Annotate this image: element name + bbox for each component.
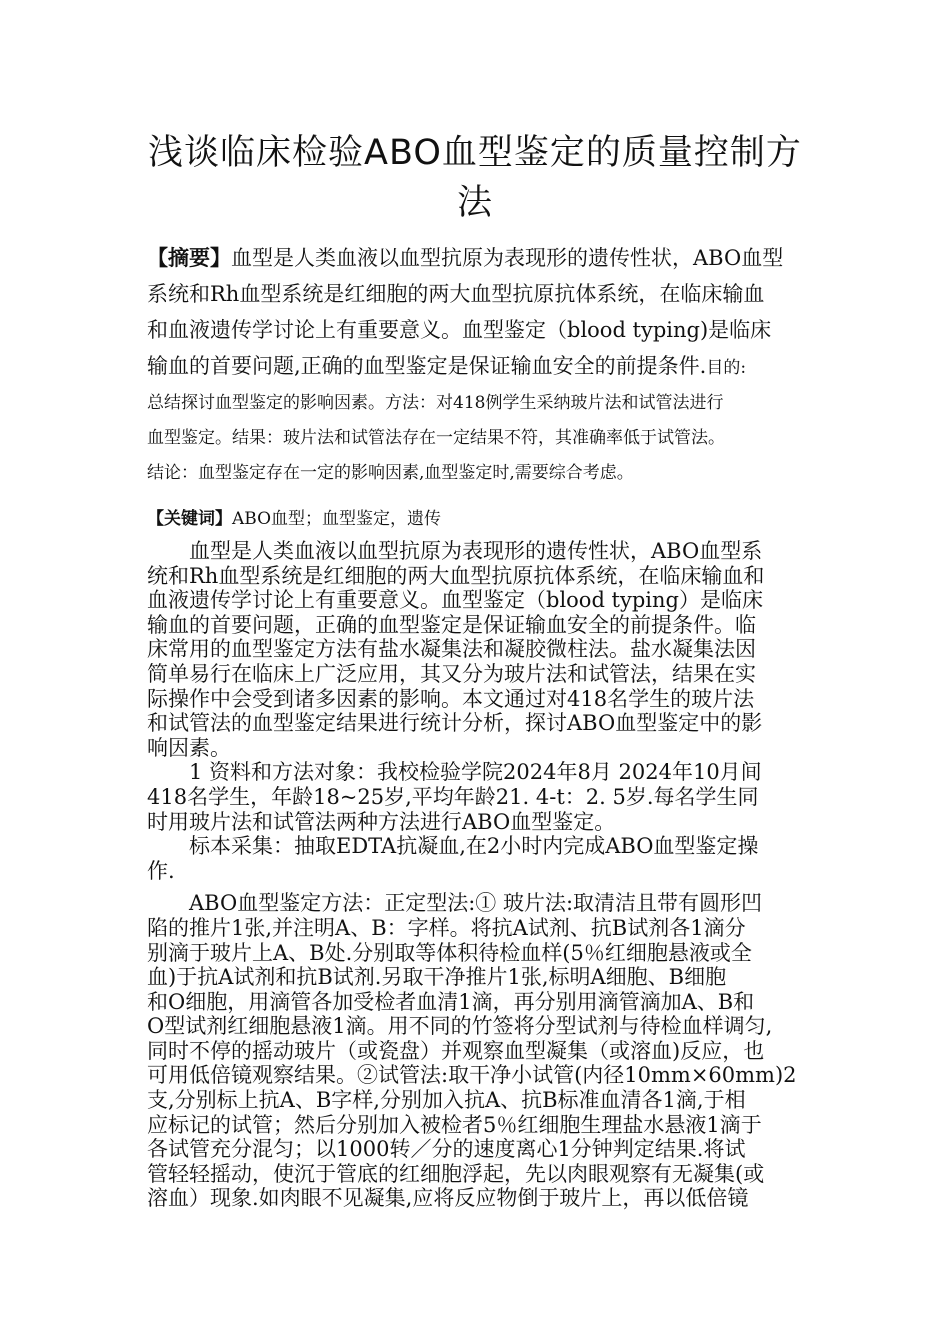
- text-line: ABO血型鉴定方法：正定型法:① 玻片法:取清洁且带有圆形凹: [147, 891, 763, 916]
- text-line: 和试管法的血型鉴定结果进行统计分析，探讨ABO血型鉴定中的影: [147, 711, 763, 736]
- text-line: 响因素。: [147, 735, 231, 760]
- paragraph: [147, 891, 817, 1211]
- text-line: 各试管充分混匀；以1000转／分的速度离心1分钟判定结果.将试: [147, 1137, 746, 1162]
- abstract-line: 和血液遗传学讨论上有重要意义。血型鉴定（blood typing)是临床: [147, 318, 772, 342]
- abstract-line: 总结探讨血型鉴定的影响因素。方法：对418例学生采纳玻片法和试管法进行: [147, 393, 724, 413]
- abstract-label: 【摘要】: [147, 246, 231, 270]
- abstract-line: 系统和Rh血型系统是红细胞的两大血型抗原抗体系统，在临床输血: [147, 282, 765, 306]
- body-text: [147, 539, 817, 1211]
- paragraph: [147, 539, 817, 760]
- text-line: 床常用的血型鉴定方法有盐水凝集法和凝胶微柱法。盐水凝集法因: [147, 637, 756, 662]
- text-line: 支,分别标上抗A、B字样,分别加入抗A、抗B标准血清各1滴,于相: [147, 1088, 746, 1113]
- text-line: 可用低倍镜观察结果。②试管法:取干净小试管(内径10mm×60mm)2: [147, 1063, 797, 1088]
- text-line: 际操作中会受到诸多因素的影响。本文通过对418名学生的玻片法: [147, 686, 755, 711]
- keywords-line: [147, 506, 441, 532]
- text-line: 简单易行在临床上广泛应用，其又分为玻片法和试管法，结果在实: [147, 661, 756, 686]
- text-line: 标本采集：抽取EDTA抗凝血,在2小时内完成ABO血型鉴定操: [147, 834, 759, 859]
- abstract-line: [147, 240, 817, 276]
- text-line: O型试剂红细胞悬液1滴。用不同的竹签将分型试剂与待检血样调匀,: [147, 1014, 773, 1039]
- abstract-line: [147, 348, 817, 386]
- text-line: 血)于抗A试剂和抗B试剂.另取干净推片1张,标明A细胞、B细胞: [147, 965, 727, 990]
- text-line: 应标记的试管；然后分别加入被检者5％红细胞生理盐水悬液1滴于: [147, 1112, 762, 1137]
- text-line: 输血的首要问题，正确的血型鉴定是保证输血安全的前提条件。临: [147, 612, 756, 637]
- text-line: 血型是人类血液以血型抗原为表现形的遗传性状，ABO血型系: [147, 539, 763, 563]
- abstract-line: 结论：血型鉴定存在一定的影响因素,血型鉴定时,需要综合考虑。: [147, 463, 634, 483]
- text-line: 溶血）现象.如肉眼不见凝集,应将反应物倒于玻片上，再以低倍镜: [147, 1186, 749, 1211]
- text-line: 管轻轻摇动，使沉于管底的红细胞浮起，先以肉眼观察有无凝集(或: [147, 1161, 765, 1186]
- text-line: 别滴于玻片上A、B处.分别取等体积待检血样(5％红细胞悬液或全: [147, 940, 752, 965]
- abstract-text: 血型是人类血液以血型抗原为表现形的遗传性状，ABO血型: [231, 246, 784, 270]
- paragraph: [147, 760, 817, 834]
- title-line: 法: [456, 183, 493, 223]
- abstract-line: 血型鉴定。结果：玻片法和试管法存在一定结果不符，其准确率低于试管法。: [147, 428, 725, 448]
- keywords-text: ABO血型；血型鉴定，遗传: [232, 509, 442, 529]
- abstract-objective-label: 目的:: [706, 358, 747, 378]
- keywords-label: 【关键词】: [147, 509, 232, 529]
- abstract-text: 输血的首要问题,正确的血型鉴定是保证输血安全的前提条件.: [147, 354, 707, 378]
- text-line: 统和Rh血型系统是红细胞的两大血型抗原抗体系统，在临床输血和: [147, 563, 765, 588]
- text-line: 418名学生，年龄18~25岁,平均年龄21. 4-t：2. 5岁.每名学生同: [147, 784, 759, 809]
- text-line: 1 资料和方法对象：我校检验学院2024年8月 2024年10月间: [147, 760, 762, 785]
- text-line: 血液遗传学讨论上有重要意义。血型鉴定（blood typing）是临床: [147, 588, 763, 613]
- paragraph: [147, 834, 817, 883]
- text-line: 时用玻片法和试管法两种方法进行ABO血型鉴定。: [147, 809, 616, 834]
- paragraph-gap: [147, 883, 817, 891]
- abstract-block: [147, 240, 817, 491]
- text-line: 和O细胞，用滴管各加受检者血清1滴，再分别用滴管滴加A、B和: [147, 989, 755, 1014]
- text-line: 同时不停的摇动玻片（或瓷盘）并观察血型凝集（或溶血)反应，也: [147, 1038, 765, 1063]
- title-line: 浅谈临床检验ABO血型鉴定的质量控制方: [148, 133, 802, 173]
- text-line: 作.: [147, 858, 175, 883]
- document-title: [120, 128, 830, 228]
- text-line: 陷的推片1张,并注明A、B：字样。将抗A试剂、抗B试剂各1滴分: [147, 915, 746, 940]
